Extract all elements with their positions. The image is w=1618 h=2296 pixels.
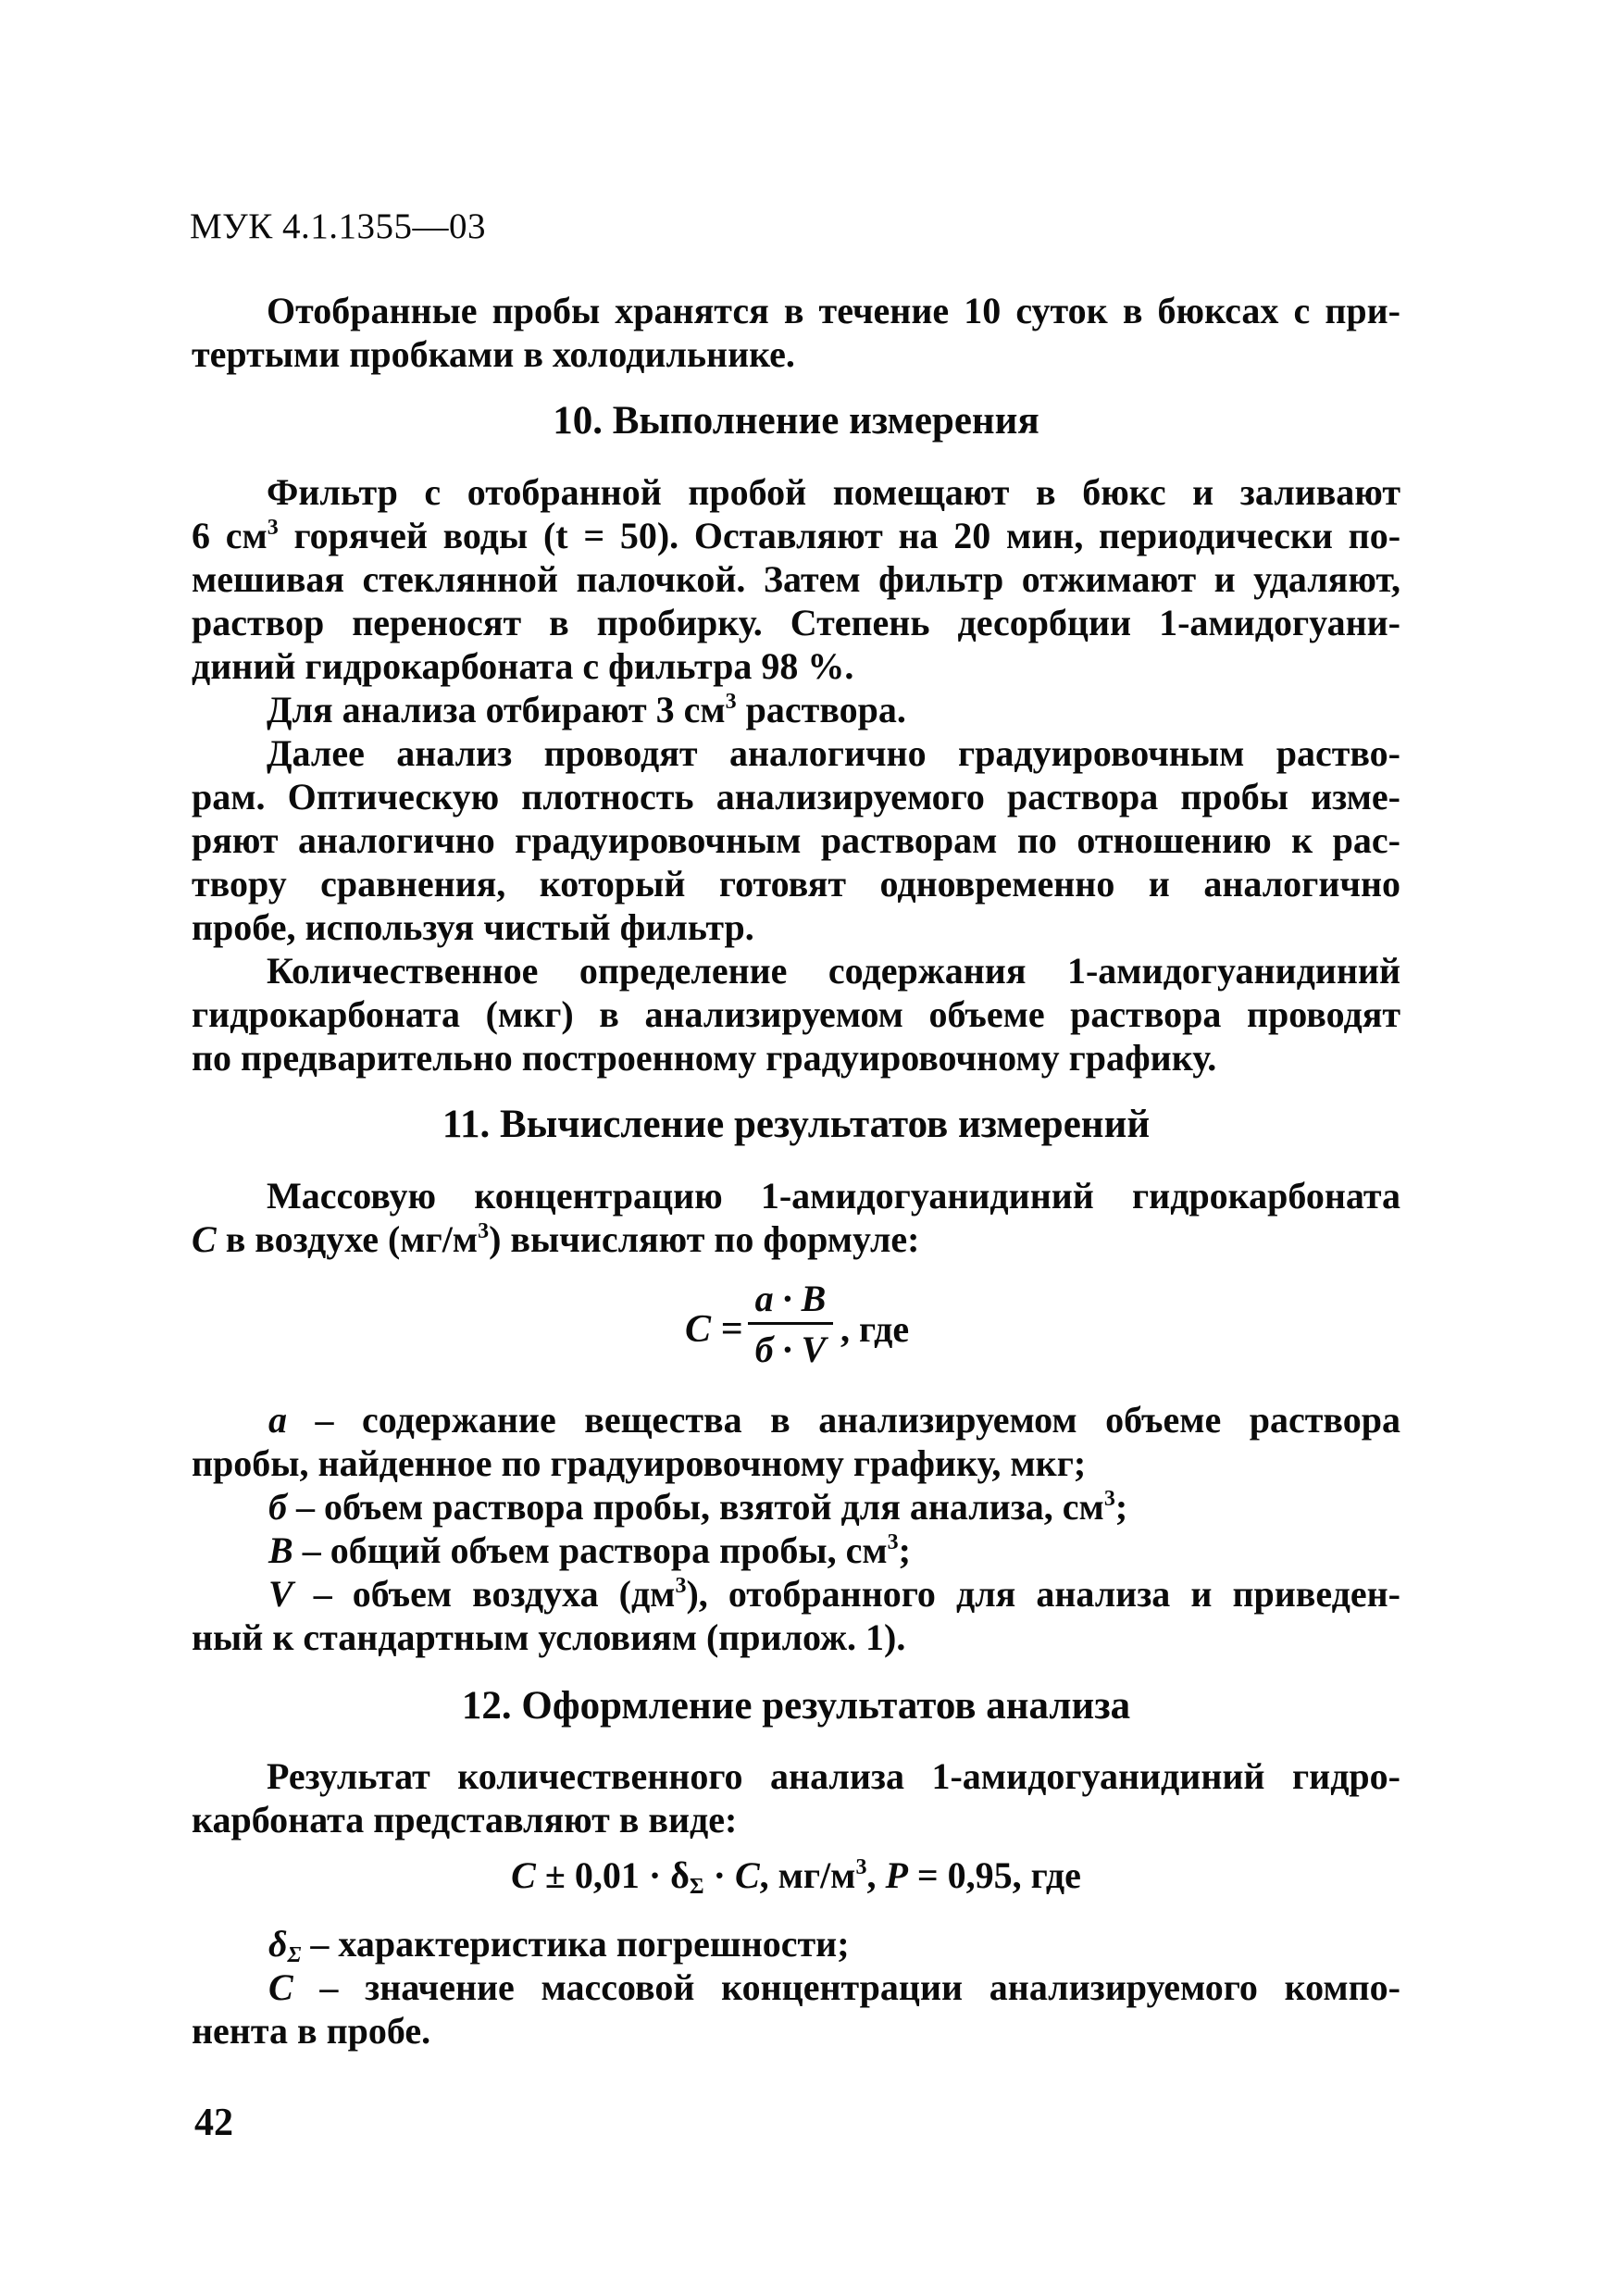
concentration-formula xyxy=(685,1278,963,1389)
paragraph-line: пробе, используя чистый фильтр. xyxy=(192,906,754,948)
paragraph-line: Массовую концентрацию 1-амидогуанидиний гидрокарбоната xyxy=(267,1175,1400,1217)
paragraph-line: твору сравнения, который готовят одновременно и аналогично xyxy=(192,863,1400,905)
result-formula: $C \pm 0,01 \cdot \delta_\Sigma \cdot C$, $мг/м^3$, P = 0,95, где xyxy=(511,1854,1081,1899)
definition-line: $\delta_\Sigma$ – характеристика погрешности; xyxy=(268,1923,850,1967)
paragraph-line: тертыми пробками в холодильнике. xyxy=(192,333,795,375)
paragraph-line: карбоната представляют в виде: xyxy=(192,1799,738,1841)
paragraph-line: C в воздухе $(мг/м^3)$ вычисляют по формуле: xyxy=(192,1218,920,1260)
definition-line: нента в пробе. xyxy=(192,2010,431,2052)
paragraph-line: Далее анализ проводят аналогично градуировочным раство- xyxy=(267,732,1400,774)
paragraph-line: Для анализа отбирают 3 $см^3$ раствора. xyxy=(267,689,906,730)
definition-line: ный к стандартным условиям (прилож. 1). xyxy=(192,1616,906,1658)
formula-numerator: a · B xyxy=(754,1278,827,1319)
paragraph-line: гидрокарбоната (мкг) в анализируемом объеме раствора проводят xyxy=(192,993,1400,1035)
paragraph-line: раствор переносят в пробирку. Степень десорбции 1-амидогуани- xyxy=(192,602,1400,643)
fraction-bar xyxy=(748,1322,833,1325)
formula-where: , где xyxy=(840,1308,910,1350)
paragraph-line: рам. Оптическую плотность анализируемого раствора пробы изме- xyxy=(192,776,1400,817)
paragraph-line: 6 $см^3$ горячей воды (t = 50). Оставляют на 20 мин, периодически по- xyxy=(192,515,1401,556)
definition-line: a – содержание вещества в анализируемом объеме раствора xyxy=(268,1399,1400,1441)
page-number: 42 xyxy=(194,2102,233,2144)
paragraph-line: Результат количественного анализа 1-амидогуанидиний гидро- xyxy=(267,1755,1400,1797)
definition-line: B – общий объем раствора пробы, $см^3$; xyxy=(268,1529,911,1571)
paragraph-line: ряют аналогично градуировочным растворам по отношению к рас- xyxy=(192,819,1400,861)
document-code-header: МУК 4.1.1355—03 xyxy=(190,206,487,246)
formula-lhs: C = xyxy=(685,1308,743,1351)
definition-line: б – объем раствора пробы, взятой для анализа, $см^3$; xyxy=(268,1486,1128,1528)
formula-fraction xyxy=(748,1278,833,1371)
section-12-title: 12. Оформление результатов анализа xyxy=(461,1684,1131,1728)
definition-line: пробы, найденное по градуировочному графику, мкг; xyxy=(192,1442,1087,1484)
paragraph-line: мешивая стеклянной палочкой. Затем фильтр отжимают и удаляют, xyxy=(192,558,1400,600)
formula-denominator: б · V xyxy=(754,1329,827,1370)
paragraph-line: по предварительно построенному градуировочному графику. xyxy=(192,1037,1217,1079)
definition-line: V – объем воздуха $(дм^3)$, отобранного для анализа и приведен- xyxy=(268,1573,1400,1615)
paragraph-line: Фильтр с отобранной пробой помещают в бюкс и заливают xyxy=(267,471,1400,513)
paragraph-line: диний гидрокарбоната с фильтра 98 %. xyxy=(192,645,854,687)
definition-line: C – значение массовой концентрации анализируемого компо- xyxy=(268,1966,1400,2008)
paragraph-line: Отобранные пробы хранятся в течение 10 суток в бюксах с при- xyxy=(267,290,1400,331)
section-10-title: 10. Выполнение измерения xyxy=(553,399,1039,443)
section-11-title: 11. Вычисление результатов измерений xyxy=(442,1103,1151,1146)
paragraph-line: Количественное определение содержания 1-амидогуанидиний xyxy=(267,950,1400,992)
